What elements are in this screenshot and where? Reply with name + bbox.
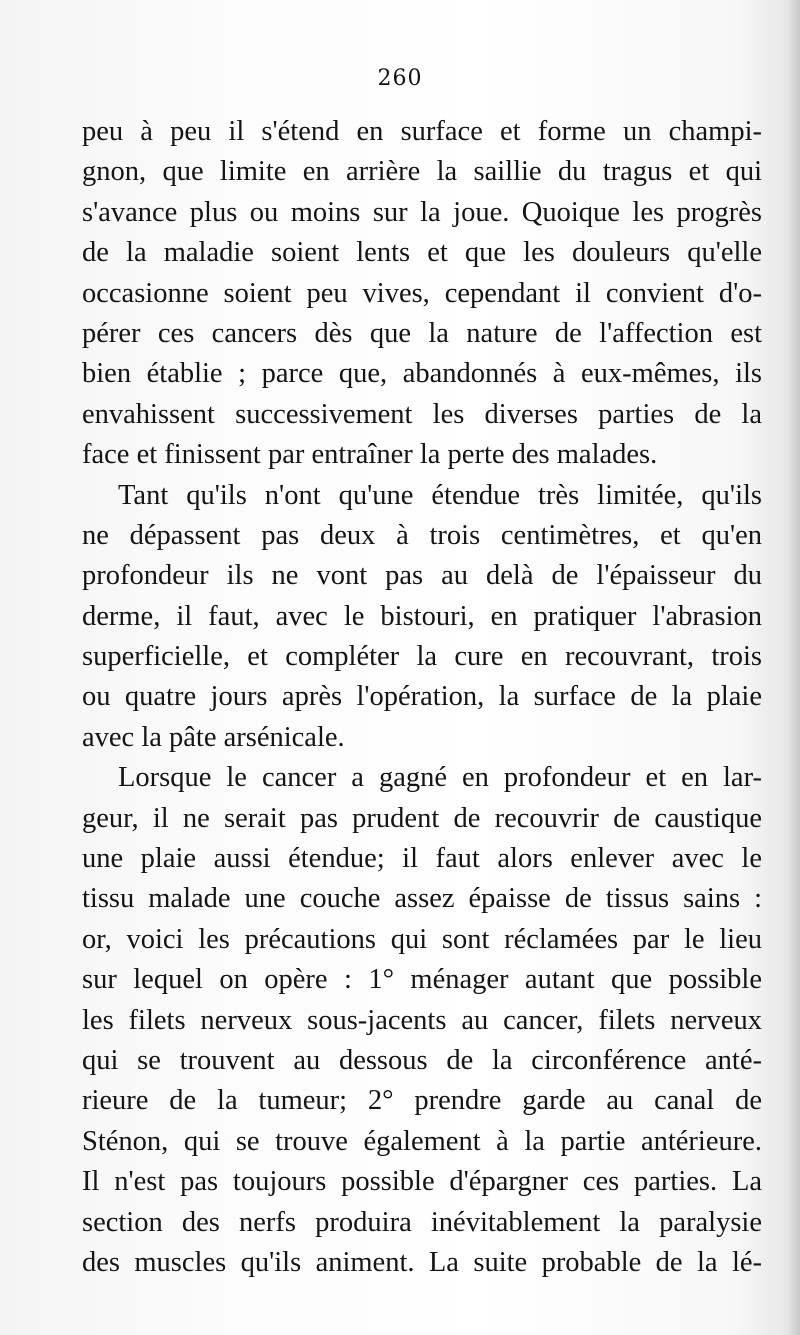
text-line: les filets nerveux sous-jacents au cancer, filets nerveux bbox=[82, 1004, 762, 1036]
text-line: rieure de la tumeur; 2° prendre garde au canal de bbox=[82, 1085, 762, 1117]
text-line: de la maladie soient lents et que les douleurs qu'elle bbox=[82, 237, 762, 269]
text-line: pérer ces cancers dès que la nature de l'affection est bbox=[82, 317, 762, 349]
text-line: gnon, que limite en arrière la saillie du tragus et qui bbox=[82, 156, 762, 188]
text-line: geur, il ne serait pas prudent de recouvrir de caustique bbox=[82, 802, 762, 834]
text-line: profondeur ils ne vont pas au delà de l'épaisseur du bbox=[82, 560, 762, 592]
text-line: envahissent successivement les diverses parties de la bbox=[82, 398, 762, 430]
text-line: tissu malade une couche assez épaisse de tissus sains : bbox=[82, 883, 762, 915]
text-line: qui se trouvent au dessous de la circonférence anté- bbox=[82, 1044, 762, 1076]
text-line: occasionne soient peu vives, cependant il convient d'o- bbox=[82, 277, 762, 309]
text-line: Sténon, qui se trouve également à la partie antérieure. bbox=[82, 1125, 762, 1157]
text-line: superficielle, et compléter la cure en recouvrant, trois bbox=[82, 641, 762, 673]
page-edge-shadow bbox=[786, 0, 800, 1335]
text-line: peu à peu il s'étend en surface et forme un champi- bbox=[82, 116, 762, 147]
text-line: ne dépassent pas deux à trois centimètres, et qu'en bbox=[82, 519, 762, 551]
page-number: 260 bbox=[377, 66, 423, 91]
text-line: bien établie ; parce que, abandonnés à eux-mêmes, ils bbox=[82, 358, 762, 390]
text-line: Il n'est pas toujours possible d'épargner ces parties. La bbox=[82, 1166, 762, 1198]
text-line: des muscles qu'ils animent. La suite probable de la lé- bbox=[82, 1246, 762, 1278]
text-line: s'avance plus ou moins sur la joue. Quoique les progrès bbox=[82, 196, 762, 228]
text-line: derme, il faut, avec le bistouri, en pratiquer l'abrasion bbox=[82, 600, 762, 632]
text-line: ou quatre jours après l'opération, la surface de la plaie bbox=[82, 681, 762, 713]
text-line: une plaie aussi étendue; il faut alors enlever avec le bbox=[82, 843, 762, 875]
text-line: Lorsque le cancer a gagné en profondeur et en lar- bbox=[118, 762, 762, 794]
text-line: avec la pâte arsénicale. bbox=[82, 721, 345, 753]
text-line: or, voici les précautions qui sont réclamées par le lieu bbox=[82, 923, 762, 955]
text-line: sur lequel on opère : 1° ménager autant que possible bbox=[82, 964, 762, 996]
text-line: face et finissent par entraîner la perte des malades. bbox=[82, 439, 658, 471]
text-line: section des nerfs produira inévitablement la paralysie bbox=[82, 1206, 762, 1238]
text-line: Tant qu'ils n'ont qu'une étendue très limitée, qu'ils bbox=[118, 479, 762, 511]
body-text bbox=[82, 112, 762, 1283]
